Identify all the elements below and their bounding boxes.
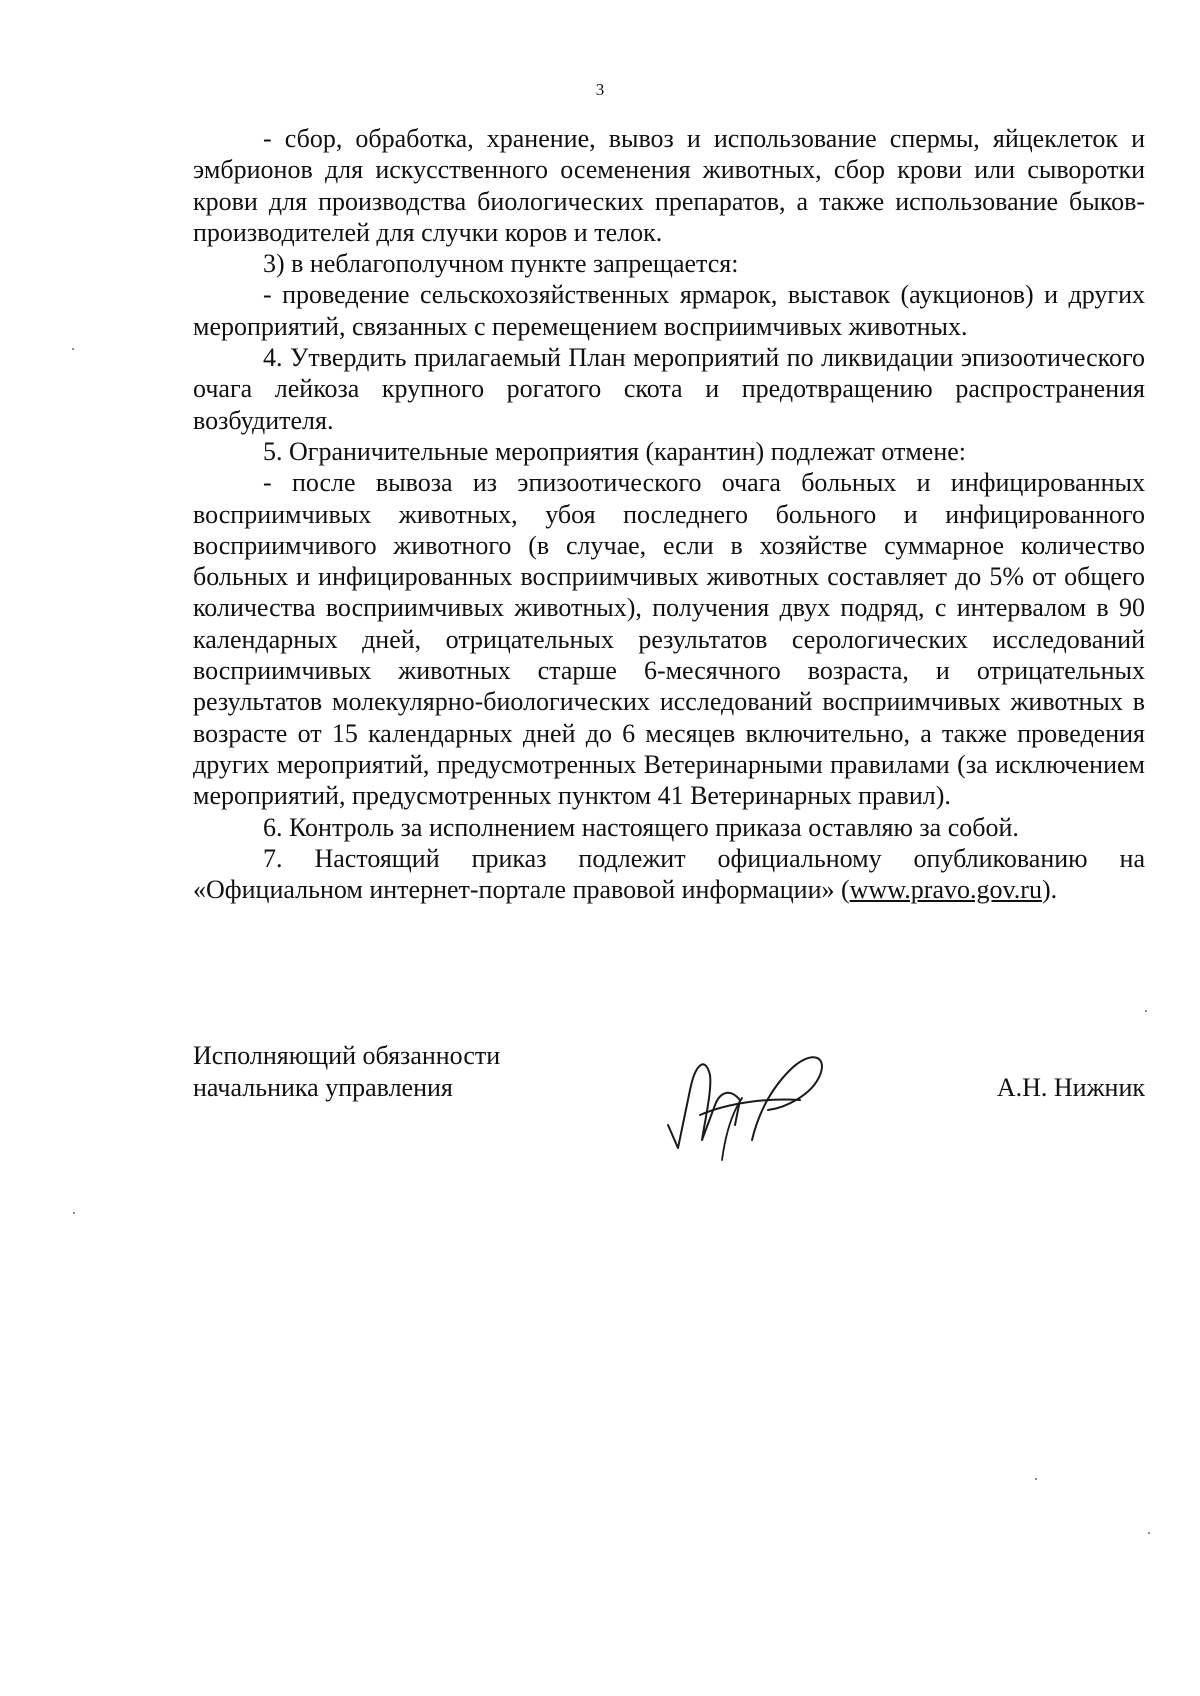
paragraph-quarantine-lift: - после вывоза из эпизоотического очага больных и инфицированных восприимчивых животных, убоя последнего больного и инфицированного восприимчивого животного (в случае, если в хозяйстве суммарное количество больных и инфицированных восприимчивых животных составляет до 5% от общего количества восприимчивых животных), получения двух подряд, с интервалом в 90 календарных дней, отрицательных результатов серологических исследований восприимчивых животных старше 6-месячного возраста, и отрицательных результатов молекулярно-биологических исследований восприимчивых животных в возрасте от 15 календарных дней до 6 месяцев включительно, а также проведения других мероприятий, предусмотренных Ветеринарными правилами (за исключением мероприятий, предусмотренных пунктом 41 Ветеринарных правил). <box>193 468 1145 811</box>
signer-position-line-2: начальника управления <box>193 1073 453 1102</box>
paragraph-collection-ban: - сбор, обработка, хранение, вывоз и использование спермы, яйцеклеток и эмбрионов для искусственного осеменения животных, сбор крови или сыворотки крови для производства биологических препаратов, а также использование быков-производителей для случки коров и телок. <box>193 124 1145 247</box>
page-number: 3 <box>595 80 605 99</box>
scan-speck <box>1145 1010 1147 1012</box>
signer-position-line-1: Исполняющий обязанности <box>193 1041 501 1070</box>
scan-speck <box>72 348 74 350</box>
paragraph-item-7-end: ). <box>1041 875 1058 905</box>
pravo-gov-link[interactable]: www.pravo.gov.ru <box>849 875 1042 905</box>
paragraph-item-3: 3) в неблагополучном пункте запрещается: <box>263 249 739 279</box>
scan-speck <box>73 1212 75 1214</box>
signer-name: А.Н. Нижник <box>996 1073 1145 1102</box>
paragraph-item-7-text: 7. Настоящий приказ подлежит официальному опубликованию на «Официальном интернет-портале правовой информации» ( <box>193 843 1145 905</box>
paragraph-fairs-ban: - проведение сельскохозяйственных ярмарок, выставок (аукционов) и других мероприятий, связанных с перемещением восприимчивых животных. <box>193 280 1145 341</box>
scan-speck <box>1148 1532 1150 1534</box>
paragraph-item-5: 5. Ограничительные мероприятия (карантин) подлежат отмене: <box>263 436 967 466</box>
paragraph-item-7 <box>193 843 1145 906</box>
scan-speck <box>1035 1478 1037 1480</box>
handwritten-signature <box>660 1030 860 1170</box>
signer-position <box>193 1040 500 1104</box>
paragraph-item-6: 6. Контроль за исполнением настоящего приказа оставляю за собой. <box>263 812 1019 842</box>
document-body <box>193 123 1145 905</box>
paragraph-item-4: 4. Утвердить прилагаемый План мероприятий по ликвидации эпизоотического очага лейкоза крупного рогатого скота и предотвращению распространения возбудителя. <box>193 343 1145 435</box>
